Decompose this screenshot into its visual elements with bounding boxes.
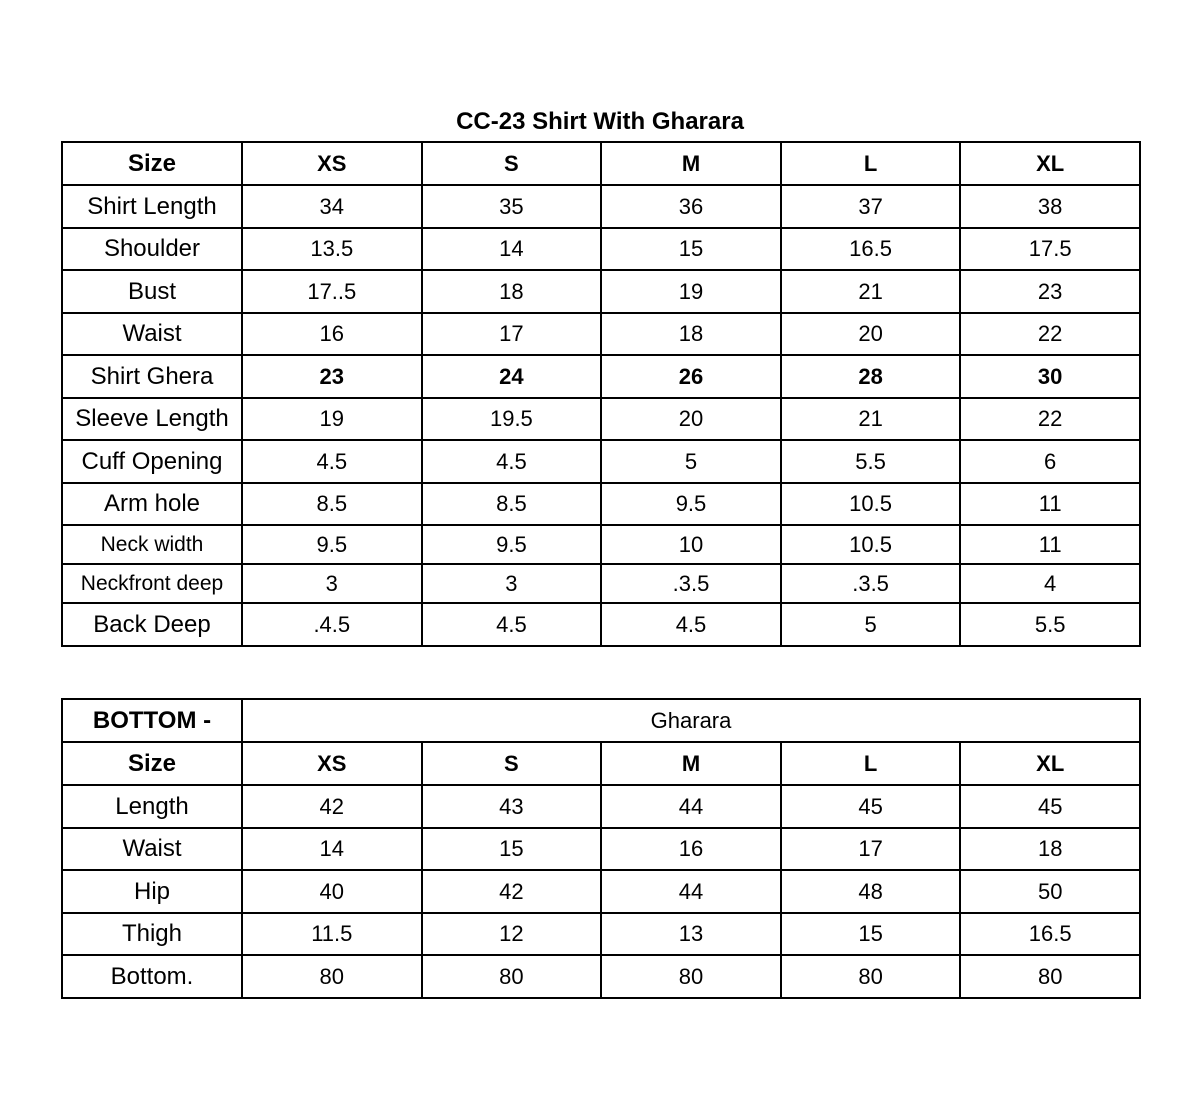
table-row	[62, 785, 1140, 828]
shirt-size-table	[61, 141, 1141, 647]
bottom-table-body	[62, 699, 1140, 998]
cell-value: .3.5	[781, 564, 961, 603]
cell-value: 45	[960, 785, 1140, 828]
row-label: Shirt Ghera	[62, 355, 242, 398]
column-header: XS	[242, 142, 422, 185]
table-row	[62, 483, 1140, 525]
cell-value: 3	[242, 564, 422, 603]
column-header: S	[422, 142, 602, 185]
row-label: Back Deep	[62, 603, 242, 646]
cell-value: 16	[242, 313, 422, 355]
row-label: Waist	[62, 313, 242, 355]
column-header: XS	[242, 742, 422, 785]
header-row	[62, 142, 1140, 185]
cell-value: 17	[781, 828, 961, 870]
cell-value: 26	[601, 355, 781, 398]
cell-value: 30	[960, 355, 1140, 398]
cell-value: 4.5	[422, 603, 602, 646]
column-header: M	[601, 742, 781, 785]
cell-value: 4	[960, 564, 1140, 603]
bottom-size-table	[61, 698, 1141, 999]
cell-value: .4.5	[242, 603, 422, 646]
cell-value: 80	[242, 955, 422, 998]
row-label: Neckfront deep	[62, 564, 242, 603]
column-header: L	[781, 742, 961, 785]
cell-value: 18	[601, 313, 781, 355]
row-label: Hip	[62, 870, 242, 913]
row-label: Waist	[62, 828, 242, 870]
column-header: M	[601, 142, 781, 185]
column-header: XL	[960, 742, 1140, 785]
table-row	[62, 270, 1140, 313]
cell-value: 9.5	[422, 525, 602, 564]
cell-value: 80	[422, 955, 602, 998]
cell-value: 3	[422, 564, 602, 603]
cell-value: 5.5	[960, 603, 1140, 646]
row-label: Shoulder	[62, 228, 242, 270]
cell-value: 8.5	[242, 483, 422, 525]
cell-value: 43	[422, 785, 602, 828]
cell-value: 20	[781, 313, 961, 355]
cell-value: 35	[422, 185, 602, 228]
cell-value: 15	[601, 228, 781, 270]
row-label: Length	[62, 785, 242, 828]
cell-value: 16	[601, 828, 781, 870]
column-header: Size	[62, 742, 242, 785]
table-row	[62, 525, 1140, 564]
cell-value: 23	[242, 355, 422, 398]
cell-value: 6	[960, 440, 1140, 483]
cell-value: 22	[960, 313, 1140, 355]
cell-value: 36	[601, 185, 781, 228]
cell-value: 16.5	[960, 913, 1140, 955]
section-label: BOTTOM -	[62, 699, 242, 742]
cell-value: 4.5	[601, 603, 781, 646]
table-row	[62, 828, 1140, 870]
cell-value: 19	[242, 398, 422, 440]
header-row	[62, 742, 1140, 785]
cell-value: 5	[781, 603, 961, 646]
cell-value: 13	[601, 913, 781, 955]
cell-value: 12	[422, 913, 602, 955]
cell-value: 17.5	[960, 228, 1140, 270]
cell-value: 20	[601, 398, 781, 440]
column-header: L	[781, 142, 961, 185]
shirt-table-body	[62, 142, 1140, 646]
row-label: Cuff Opening	[62, 440, 242, 483]
cell-value: 15	[781, 913, 961, 955]
cell-value: 4.5	[422, 440, 602, 483]
section-value: Gharara	[242, 699, 1140, 742]
cell-value: 9.5	[242, 525, 422, 564]
table-row	[62, 564, 1140, 603]
cell-value: 5	[601, 440, 781, 483]
cell-value: 19	[601, 270, 781, 313]
cell-value: 23	[960, 270, 1140, 313]
page-title: CC-23 Shirt With Gharara	[456, 108, 744, 135]
row-label: Sleeve Length	[62, 398, 242, 440]
cell-value: 45	[781, 785, 961, 828]
cell-value: 11.5	[242, 913, 422, 955]
cell-value: 16.5	[781, 228, 961, 270]
cell-value: 21	[781, 270, 961, 313]
table-row	[62, 185, 1140, 228]
cell-value: 42	[422, 870, 602, 913]
cell-value: 14	[242, 828, 422, 870]
cell-value: 21	[781, 398, 961, 440]
cell-value: 5.5	[781, 440, 961, 483]
cell-value: 24	[422, 355, 602, 398]
table-row	[62, 603, 1140, 646]
cell-value: 18	[960, 828, 1140, 870]
cell-value: 44	[601, 870, 781, 913]
row-label: Neck width	[62, 525, 242, 564]
cell-value: 14	[422, 228, 602, 270]
table-row	[62, 398, 1140, 440]
cell-value: 11	[960, 483, 1140, 525]
cell-value: 40	[242, 870, 422, 913]
cell-value: 38	[960, 185, 1140, 228]
cell-value: 8.5	[422, 483, 602, 525]
cell-value: .3.5	[601, 564, 781, 603]
row-label: Shirt Length	[62, 185, 242, 228]
cell-value: 48	[781, 870, 961, 913]
cell-value: 42	[242, 785, 422, 828]
section-row	[62, 699, 1140, 742]
cell-value: 80	[781, 955, 961, 998]
cell-value: 11	[960, 525, 1140, 564]
column-header: S	[422, 742, 602, 785]
cell-value: 10.5	[781, 483, 961, 525]
cell-value: 22	[960, 398, 1140, 440]
cell-value: 34	[242, 185, 422, 228]
row-label: Thigh	[62, 913, 242, 955]
cell-value: 4.5	[242, 440, 422, 483]
table-row	[62, 313, 1140, 355]
table-row	[62, 870, 1140, 913]
cell-value: 18	[422, 270, 602, 313]
cell-value: 17	[422, 313, 602, 355]
table-row	[62, 955, 1140, 998]
cell-value: 44	[601, 785, 781, 828]
cell-value: 37	[781, 185, 961, 228]
cell-value: 15	[422, 828, 602, 870]
table-row	[62, 913, 1140, 955]
cell-value: 80	[960, 955, 1140, 998]
cell-value: 80	[601, 955, 781, 998]
row-label: Arm hole	[62, 483, 242, 525]
cell-value: 50	[960, 870, 1140, 913]
cell-value: 13.5	[242, 228, 422, 270]
cell-value: 10	[601, 525, 781, 564]
table-row	[62, 440, 1140, 483]
table-row	[62, 355, 1140, 398]
cell-value: 19.5	[422, 398, 602, 440]
table-row	[62, 228, 1140, 270]
column-header: XL	[960, 142, 1140, 185]
cell-value: 17..5	[242, 270, 422, 313]
cell-value: 10.5	[781, 525, 961, 564]
column-header: Size	[62, 142, 242, 185]
row-label: Bust	[62, 270, 242, 313]
row-label: Bottom.	[62, 955, 242, 998]
cell-value: 9.5	[601, 483, 781, 525]
cell-value: 28	[781, 355, 961, 398]
